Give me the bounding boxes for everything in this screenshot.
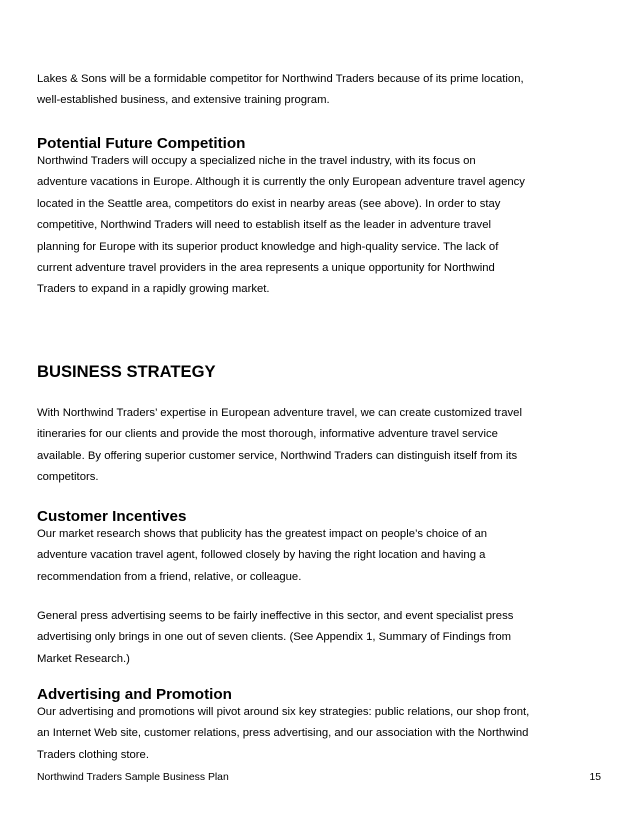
business-strategy-heading: BUSINESS STRATEGY (37, 362, 216, 381)
future-competition-line-7: Traders to expand in a rapidly growing market. (37, 283, 270, 296)
future-competition-line-4: competitive, Northwind Traders will need to establish itself as the leader in adventure travel (37, 219, 491, 232)
advertising-line-2: an Internet Web site, customer relations, press advertising, and our association with the Northwind (37, 727, 529, 740)
future-competition-heading: Potential Future Competition (37, 135, 246, 152)
section-business-strategy (37, 361, 605, 383)
intro-line-2: well-established business, and extensive training program. (37, 94, 330, 107)
advertising-paragraph (37, 702, 605, 766)
customer-incentives-paragraph-2 (37, 606, 605, 670)
business-strategy-line-2: itineraries for our clients and provide the most thorough, informative adventure travel service (37, 428, 498, 441)
business-strategy-line-3: available. By offering superior customer service, Northwind Traders can distinguish itself from its (37, 449, 518, 462)
business-strategy-line-1: With Northwind Traders’ expertise in European adventure travel, we can create customized travel (37, 407, 522, 419)
intro-paragraph (37, 69, 605, 112)
future-competition-paragraph (37, 151, 605, 301)
business-strategy-paragraph (37, 403, 605, 489)
customer-incentives-p2-line-2: advertising only brings in one out of seven clients. (See Appendix 1, Summary of Findings from (37, 631, 512, 644)
future-competition-line-6: current adventure travel providers in the area represents a unique opportunity for Northwind (37, 262, 495, 275)
advertising-heading: Advertising and Promotion (37, 686, 232, 703)
intro-line-1: Lakes & Sons will be a formidable competitor for Northwind Traders because of its prime location, (37, 73, 524, 85)
customer-incentives-line-3: recommendation from a friend, relative, or colleague. (37, 570, 302, 583)
page-number: 15 (589, 772, 601, 783)
customer-incentives-line-2: adventure vacation travel agent, followed closely by having the right location and having a (37, 549, 486, 562)
footer-title: Northwind Traders Sample Business Plan (37, 772, 229, 783)
future-competition-line-1: Northwind Traders will occupy a specialized niche in the travel industry, with its focus on (37, 155, 476, 167)
customer-incentives-line-1: Our market research shows that publicity has the greatest impact on people’s choice of an (37, 528, 488, 540)
customer-incentives-heading: Customer Incentives (37, 508, 187, 525)
customer-incentives-paragraph-1 (37, 524, 605, 588)
customer-incentives-p2-line-1: General press advertising seems to be fairly ineffective in this sector, and event specialist press (37, 610, 514, 622)
advertising-line-3: Traders clothing store. (37, 748, 149, 761)
future-competition-line-5: planning for Europe with its superior product knowledge and high-quality service. The lack of (37, 240, 499, 253)
advertising-line-1: Our advertising and promotions will pivot around six key strategies: public relations, our shop front, (37, 706, 530, 718)
future-competition-line-2: adventure vacations in Europe. Although it is currently the only European adventure travel agency (37, 176, 525, 189)
future-competition-line-3: located in the Seattle area, competitors do exist in nearby areas (see above). In order to stay (37, 197, 501, 210)
business-strategy-line-4: competitors. (37, 471, 99, 484)
customer-incentives-p2-line-3: Market Research.) (37, 652, 130, 665)
